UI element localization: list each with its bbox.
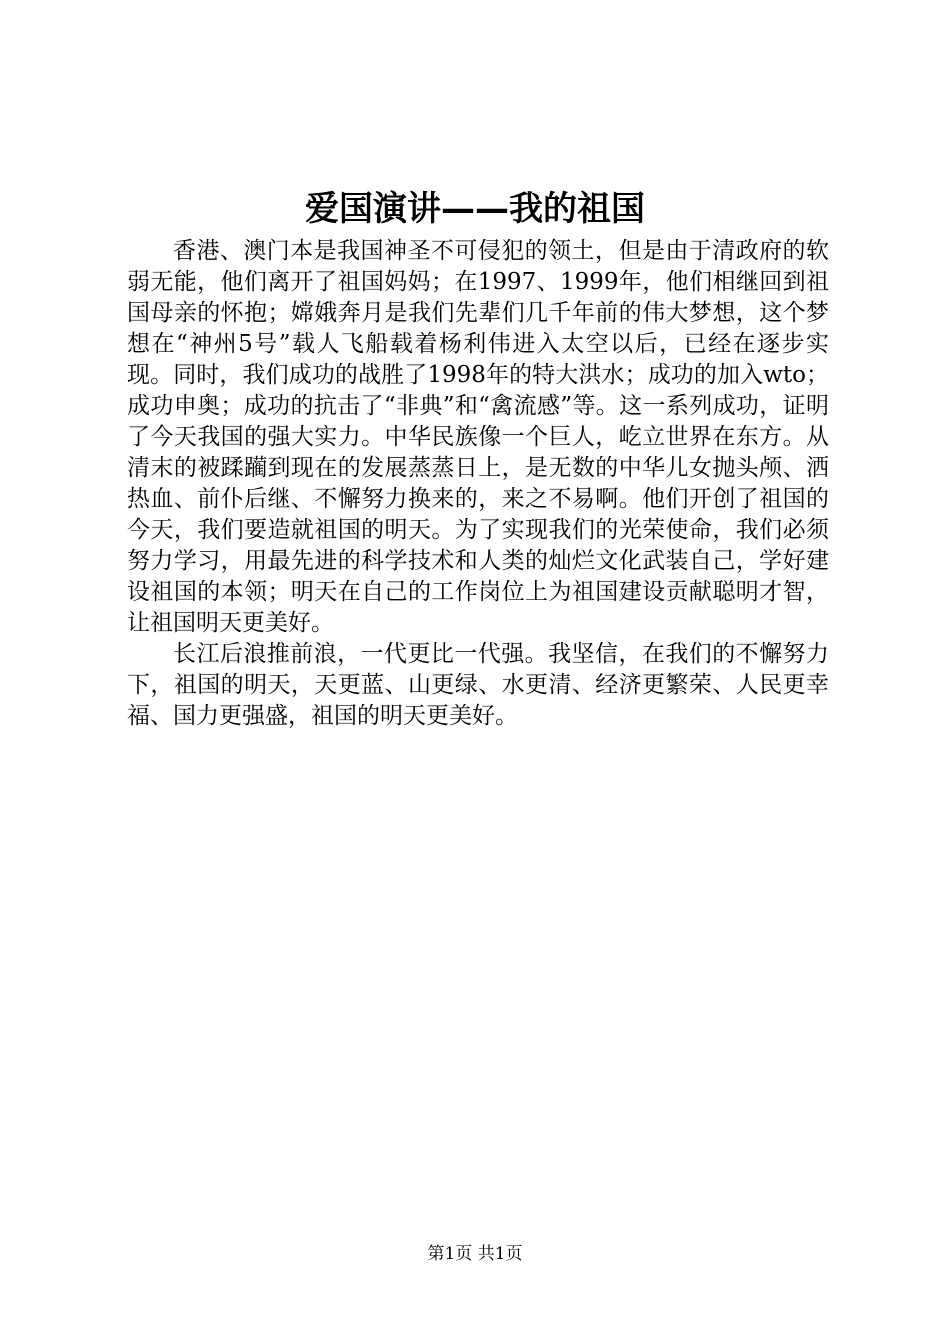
body-paragraph-2: 长江后浪推前浪，一代更比一代强。我坚信，在我们的不懈努力下，祖国的明天，天更蓝、山更绿、水更清、经济更繁荣、人民更幸福、国力更强盛，祖国的明天更美好。: [127, 641, 829, 729]
page-number-footer: 第1页 共1页: [427, 1244, 523, 1264]
document-body: [127, 236, 829, 732]
document-title: 爱国演讲——我的祖国: [305, 189, 645, 229]
body-paragraph-1: 香港、澳门本是我国神圣不可侵犯的领土，但是由于清政府的软弱无能，他们离开了祖国妈妈；在1997、1999年，他们相继回到祖国母亲的怀抱；嫦娥奔月是我们先辈们几千年前的伟大梦想，这个梦想在“神州5号”载人飞船载着杨利伟进入太空以后，已经在逐步实现。同时，我们成功的战胜了1998年的特大洪水；成功的加入wto；成功申奥；成功的抗击了“非典”和“禽流感”等。这一系列成功，证明了今天我国的强大实力。中华民族像一个巨人，屹立世界在东方。从清末的被蹂躏到现在的发展蒸蒸日上，是无数的中华儿女抛头颅、洒热血、前仆后继、不懈努力换来的，来之不易啊。他们开创了祖国的今天，我们要造就祖国的明天。为了实现我们的光荣使命，我们必须努力学习，用最先进的科学技术和人类的灿烂文化武装自己，学好建设祖国的本领；明天在自己的工作岗位上为祖国建设贡献聪明才智，让祖国明天更美好。: [127, 238, 829, 636]
